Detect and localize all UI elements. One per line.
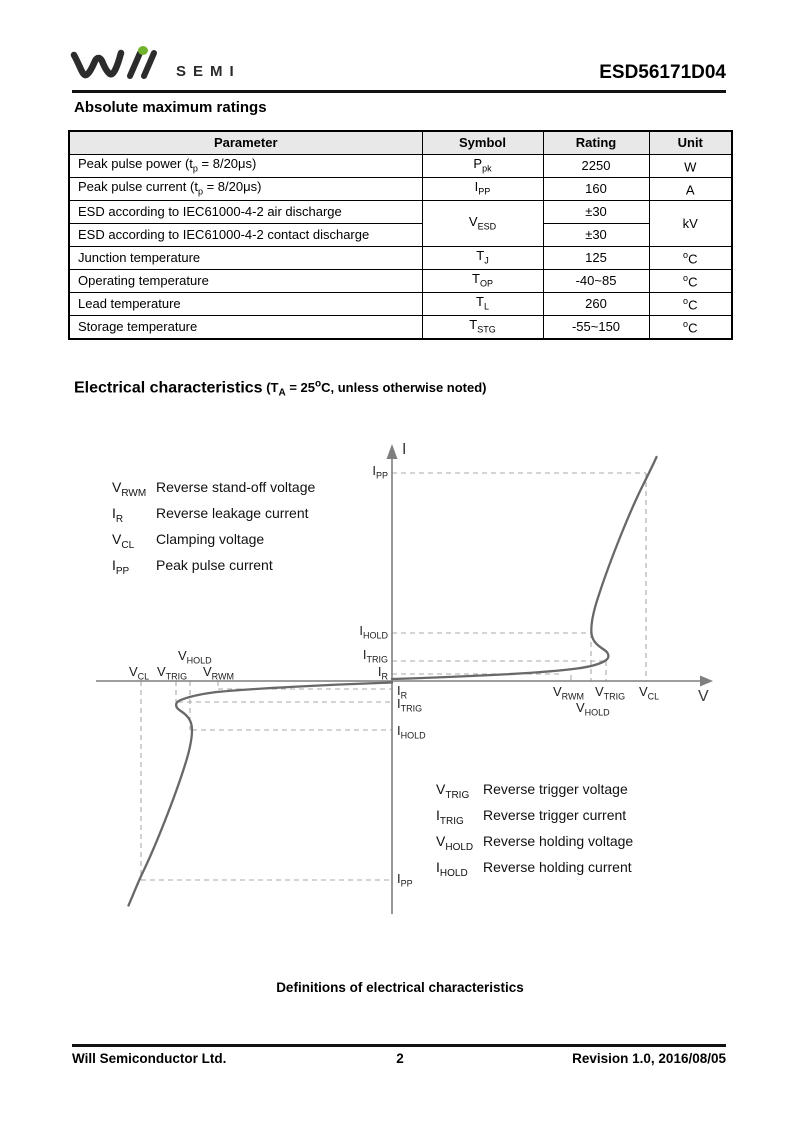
label-ipp-top: $I_{PP}$ bbox=[372, 463, 388, 481]
symbol-cell: $T_L$ bbox=[422, 293, 543, 316]
footer-revision: Revision 1.0, 2016/08/05 bbox=[572, 1051, 726, 1066]
y-axis-arrow-icon bbox=[387, 444, 398, 459]
rating-cell: 160 bbox=[543, 178, 649, 201]
table-row bbox=[69, 247, 732, 270]
param-cell: Peak pulse power $(t_p = 8/20\mu s)$ bbox=[69, 155, 422, 178]
col-rating: Rating bbox=[543, 131, 649, 155]
table-row bbox=[69, 201, 732, 224]
will-logo-icon bbox=[70, 46, 175, 90]
table-header-row bbox=[69, 131, 732, 155]
logo-green-dot bbox=[138, 46, 148, 55]
rating-cell: ±30 bbox=[543, 201, 649, 224]
table-row bbox=[69, 270, 732, 293]
legend-desc: Reverse stand-off voltage bbox=[156, 479, 316, 495]
legend-item-vrwm: $V_{RWM}$ Reverse stand-off voltage bbox=[112, 479, 316, 499]
legend-item-vhold: $V_{HOLD}$ Reverse holding voltage bbox=[436, 833, 634, 853]
legend-desc: Peak pulse current bbox=[156, 557, 273, 573]
col-symbol: Symbol bbox=[422, 131, 543, 155]
legend-item-ihold: $I_{HOLD}$ Reverse holding current bbox=[436, 859, 632, 879]
label-vtrig-neg: $V_{TRIG}$ bbox=[157, 664, 188, 682]
legend-desc: Reverse trigger voltage bbox=[483, 781, 628, 797]
col-parameter: Parameter bbox=[69, 131, 422, 155]
col-unit: Unit bbox=[649, 131, 732, 155]
label-ihold-top: $I_{HOLD}$ bbox=[359, 623, 388, 641]
legend-desc: Reverse holding voltage bbox=[483, 833, 634, 849]
unit-cell: kV bbox=[649, 201, 732, 247]
param-cell: Peak pulse current $(t_p = 8/20\mu s)$ bbox=[69, 178, 422, 201]
rating-cell: 2250 bbox=[543, 155, 649, 178]
label-ipp-bottom: $I_{PP}$ bbox=[397, 871, 413, 889]
y-axis-name: I bbox=[402, 441, 407, 458]
label-ir-bottom: $I_R$ bbox=[397, 683, 408, 701]
unit-cell: $^o$C bbox=[649, 293, 732, 316]
x-axis-name: V bbox=[698, 688, 709, 705]
header-rule bbox=[72, 90, 726, 93]
table-row bbox=[69, 316, 732, 340]
legend-item-ir: $I_R$ Reverse leakage current bbox=[112, 505, 309, 525]
label-ir-top: $I_R$ bbox=[377, 664, 388, 682]
rating-cell: ±30 bbox=[543, 224, 649, 247]
label-vcl-neg: $V_{CL}$ bbox=[129, 664, 150, 682]
label-vhold-pos: $V_{HOLD}$ bbox=[576, 700, 610, 718]
label-vrwm-neg: $V_{RWM}$ bbox=[203, 664, 235, 682]
legend-item-vcl: $V_{CL}$ Clamping voltage bbox=[112, 531, 265, 551]
legend-desc: Reverse trigger current bbox=[483, 807, 627, 823]
abs-max-title: Absolute maximum ratings bbox=[74, 99, 267, 116]
unit-cell: A bbox=[649, 178, 732, 201]
label-itrig-top: $I_{TRIG}$ bbox=[362, 647, 388, 665]
brand-text: SEMI bbox=[176, 63, 241, 80]
symbol-cell: $I_{PP}$ bbox=[422, 178, 543, 201]
label-vrwm-pos: $V_{RWM}$ bbox=[553, 684, 585, 702]
param-cell: ESD according to IEC61000-4-2 contact discharge bbox=[69, 224, 422, 247]
table-row bbox=[69, 224, 732, 247]
footer-rule bbox=[72, 1044, 726, 1047]
symbol-cell: $P_{pk}$ bbox=[422, 155, 543, 178]
unit-cell: $^o$C bbox=[649, 270, 732, 293]
table-row bbox=[69, 293, 732, 316]
rating-cell: -40~85 bbox=[543, 270, 649, 293]
param-cell: Operating temperature bbox=[69, 270, 422, 293]
footer-company: Will Semiconductor Ltd. bbox=[72, 1051, 227, 1066]
footer-page-number: 2 bbox=[396, 1051, 404, 1066]
part-number: ESD56171D04 bbox=[599, 62, 726, 83]
label-vhold-neg: $V_{HOLD}$ bbox=[178, 648, 212, 666]
unit-cell: $^o$C bbox=[649, 247, 732, 270]
ratings-table bbox=[68, 130, 733, 340]
rating-cell: -55~150 bbox=[543, 316, 649, 340]
diagram-caption: Definitions of electrical characteristics bbox=[276, 980, 524, 995]
label-itrig-bottom: $I_{TRIG}$ bbox=[397, 696, 423, 714]
symbol-cell: $V_{ESD}$ bbox=[422, 201, 543, 247]
rating-cell: 260 bbox=[543, 293, 649, 316]
table-row bbox=[69, 155, 732, 178]
symbol-cell: $T_J$ bbox=[422, 247, 543, 270]
param-cell: Storage temperature bbox=[69, 316, 422, 340]
param-cell: Junction temperature bbox=[69, 247, 422, 270]
symbol-cell: $T_{STG}$ bbox=[422, 316, 543, 340]
legend-desc: Reverse holding current bbox=[483, 859, 632, 875]
symbol-cell: $T_{OP}$ bbox=[422, 270, 543, 293]
unit-cell: $^o$C bbox=[649, 316, 732, 340]
iv-curve-negative bbox=[129, 683, 393, 906]
param-cell: ESD according to IEC61000-4-2 air discharge bbox=[69, 201, 422, 224]
unit-cell: W bbox=[649, 155, 732, 178]
legend-desc: Reverse leakage current bbox=[156, 505, 309, 521]
legend-item-vtrig: $V_{TRIG}$ Reverse trigger voltage bbox=[436, 781, 628, 801]
rating-cell: 125 bbox=[543, 247, 649, 270]
label-vcl-pos: $V_{CL}$ bbox=[639, 684, 660, 702]
label-ihold-bottom: $I_{HOLD}$ bbox=[397, 723, 426, 741]
table-row bbox=[69, 178, 732, 201]
param-cell: Lead temperature bbox=[69, 293, 422, 316]
iv-curve-positive bbox=[392, 457, 657, 679]
legend-desc: Clamping voltage bbox=[156, 531, 265, 547]
x-axis-arrow-icon bbox=[700, 676, 713, 687]
label-vtrig-pos: $V_{TRIG}$ bbox=[595, 684, 626, 702]
legend-item-ipp: $I_{PP}$ Peak pulse current bbox=[112, 557, 273, 577]
legend-item-itrig: $I_{TRIG}$ Reverse trigger current bbox=[436, 807, 627, 827]
elec-title: Electrical characteristics ($T_A = 25^oC$, unless otherwise noted) bbox=[74, 379, 487, 399]
